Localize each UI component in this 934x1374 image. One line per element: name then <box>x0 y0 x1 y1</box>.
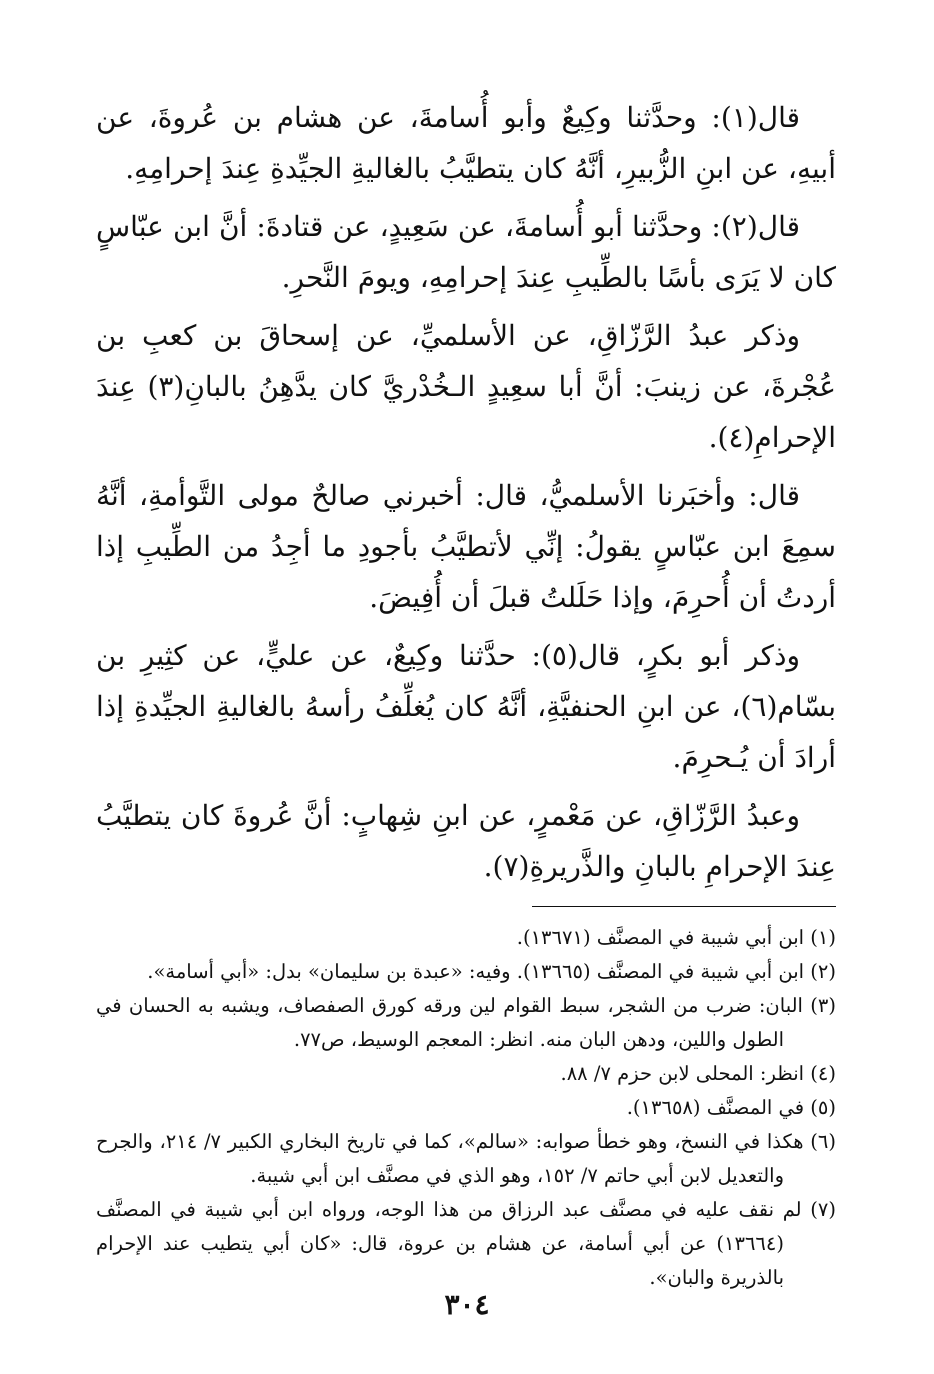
footnote: (٥) في المصنَّف (١٣٦٥٨). <box>626 1096 836 1119</box>
paragraph: وعبدُ الرَّزّاقِ، عن مَعْمرٍ، عن ابنِ شِهابٍ: أنَّ عُروةَ كان يتطيَّبُ عِندَ الإحرامِ بالبانِ والذَّريرةِ(٧). <box>96 799 836 883</box>
paragraph: قال(١): وحدَّثنا وكِيعٌ وأبو أُسامةَ، عن هشام بن عُروةَ، عن أبيهِ، عن ابنِ الزُّبيرِ، أنَّهُ كان يتطيَّبُ بالغاليةِ الجيِّدةِ عِندَ إحرامِهِ. <box>96 101 836 185</box>
footnote: (٢) ابن أبي شيبة في المصنَّف (١٣٦٦٥). وفيه: «عبدة بن سليمان» بدل: «أبي أسامة». <box>147 960 836 983</box>
footnote: (٤) انظر: المحلى لابن حزم ٧/ ٨٨. <box>560 1062 836 1085</box>
footnotes <box>96 921 836 1295</box>
paragraph: قال: وأخبَرنا الأسلميُّ، قال: أخبرني صالحٌ مولى التَّوأمةِ، أنَّهُ سمِعَ ابن عبّاسٍ يقولُ: إنِّي لأتطيَّبُ بأجودِ ما أجِدُ من الطِّيبِ إذا أردتُ أن أُحرِمَ، وإذا حَلَلتُ قبلَ أن أُفِيضَ. <box>96 479 836 614</box>
footnote: (١) ابن أبي شيبة في المصنَّف (١٣٦٧١). <box>516 926 836 949</box>
book-page <box>96 92 836 1342</box>
paragraph: قال(٢): وحدَّثنا أبو أُسامةَ، عن سَعِيدٍ، عن قتادةَ: أنَّ ابن عبّاسٍ كان لا يَرَى بأسًا بالطِّيبِ عِندَ إحرامِهِ، ويومَ النَّحرِ. <box>96 210 836 294</box>
page-number: ٣٠٤ <box>444 1288 490 1321</box>
footnote-separator <box>532 906 836 907</box>
paragraph: وذكر عبدُ الرَّزّاقِ، عن الأسلميِّ، عن إسحاقَ بن كعبِ بن عُجْرةَ، عن زينبَ: أنَّ أبا سعِيدٍ الـخُدْريَّ كان يدَّهِنُ بالبانِ(٣) عِندَ الإحرامِ(٤). <box>96 319 836 454</box>
footnote: (٣) البان: ضرب من الشجر، سبط القوام لين ورقه كورق الصفصاف، ويشبه به الحسان في الطول واللين، ودهن البان منه. انظر: المعجم الوسيط، ص٧٧. <box>96 994 836 1051</box>
footnote: (٦) هكذا في النسخ، وهو خطأ صوابه: «سالم»، كما في تاريخ البخاري الكبير ٧/ ٢١٤، والجرح والتعديل لابن أبي حاتم ٧/ ١٥٢، وهو الذي في مصنَّف ابن أبي شيبة. <box>96 1130 836 1187</box>
paragraph: وذكر أبو بكرٍ، قال(٥): حدَّثنا وكِيعٌ، عن عليٍّ، عن كثِيرِ بن بسّام(٦)، عن ابنِ الحنفيَّةِ، أنَّهُ كان يُغلِّفُ رأسهُ بالغاليةِ الجيِّدةِ إذا أرادَ أن يُـحرِمَ. <box>96 639 836 774</box>
footnote: (٧) لم نقف عليه في مصنَّف عبد الرزاق من هذا الوجه، ورواه ابن أبي شيبة في المصنَّف (١٣٦٦٤) عن أبي أسامة، عن هشام بن عروة، قال: «كان أبي يتطيب عند الإحرام بالذريرة والبان». <box>96 1198 836 1289</box>
main-text <box>96 92 836 892</box>
